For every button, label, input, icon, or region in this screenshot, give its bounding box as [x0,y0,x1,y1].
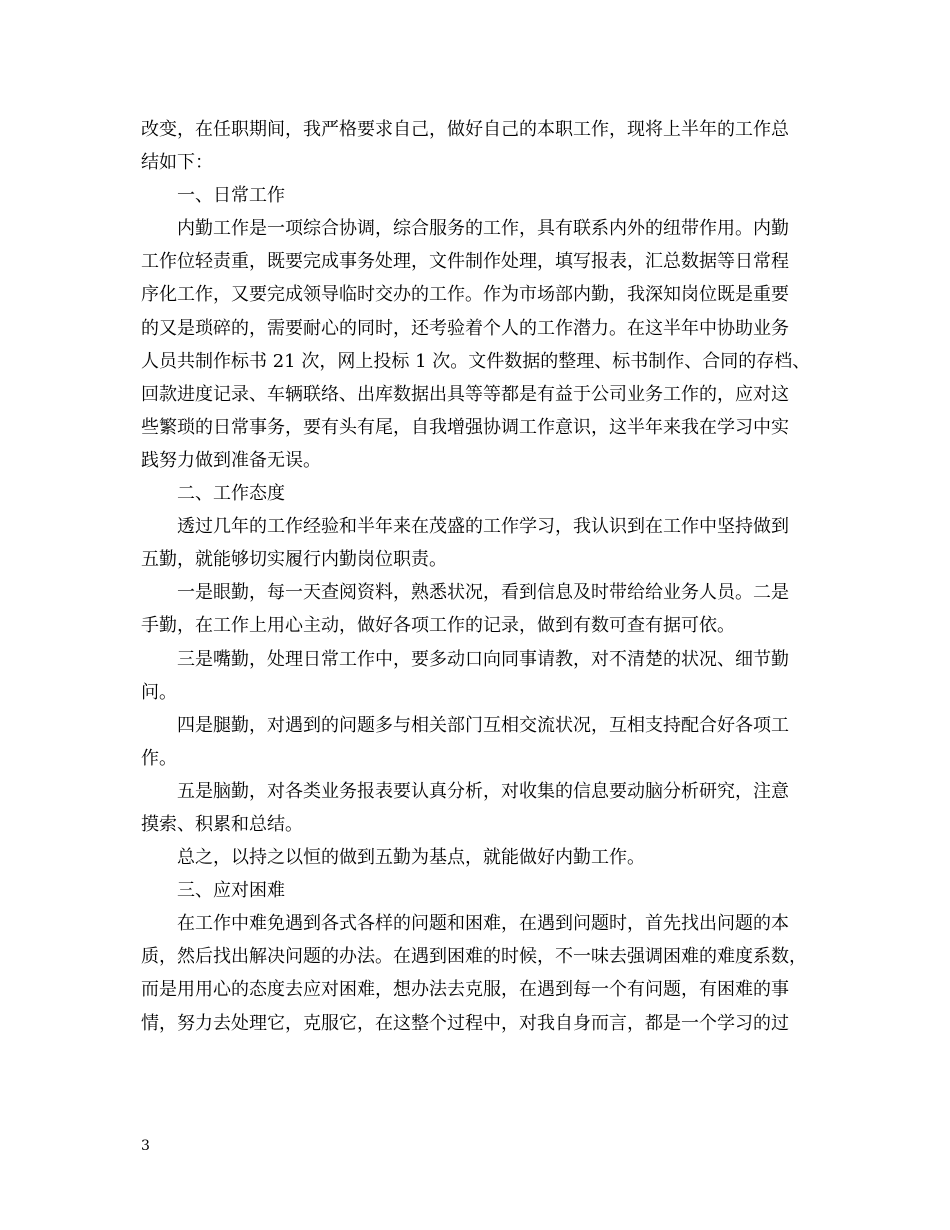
text-line: 五是脑勤，对各类业务报表要认真分析，对收集的信息要动脑分析研究，注意 [177,780,789,802]
text-line: 人员共制作标书 21 次，网上投标 1 次。文件数据的整理、标书制作、合同的存档、 [141,350,811,372]
text-line: 而是用用心的态度去应对困难，想办法去克服，在遇到每一个有问题，有困难的事 [141,979,789,1001]
text-line: 工作位轻责重，既要完成事务处理，文件制作处理，填写报表，汇总数据等日常程 [141,251,789,273]
text-line: 践努力做到准备无误。 [141,449,321,471]
text-line: 问。 [141,681,177,703]
text-line: 质，然后找出解决问题的办法。在遇到困难的时候，不一味去强调困难的难度系数， [141,946,807,968]
text-line: 的又是琐碎的，需要耐心的同时，还考验着个人的工作潜力。在这半年中协助业务 [141,317,789,339]
text-line: 三、应对困难 [177,880,285,902]
text-line: 手勤，在工作上用心主动，做好各项工作的记录，做到有数可查有据可依。 [141,615,735,637]
text-line: 透过几年的工作经验和半年来在茂盛的工作学习，我认识到在工作中坚持做到 [177,516,789,538]
text-line: 四是腿勤，对遇到的问题多与相关部门互相交流状况，互相支持配合好各项工 [177,714,789,736]
text-line: 一是眼勤，每一天查阅资料，熟悉状况，看到信息及时带给给业务人员。二是 [177,582,789,604]
text-line: 结如下： [141,152,213,174]
text-line: 在工作中难免遇到各式各样的问题和困难，在遇到问题时，首先找出问题的本 [177,913,789,935]
text-line: 摸索、积累和总结。 [141,813,303,835]
text-line: 总之，以持之以恒的做到五勤为基点，就能做好内勤工作。 [177,847,645,869]
text-line: 些繁琐的日常事务，要有头有尾，自我增强协调工作意识，这半年来我在学习中实 [141,416,789,438]
text-line: 回款进度记录、车辆联络、出库数据出具等等都是有益于公司业务工作的，应对这 [141,383,789,405]
text-line: 序化工作，又要完成领导临时交办的工作。作为市场部内勤，我深知岗位既是重要 [141,284,789,306]
text-line: 一、日常工作 [177,185,285,207]
body-text [141,113,811,1040]
text-line: 作。 [141,747,177,769]
text-line: 二、工作态度 [177,483,285,505]
text-line: 内勤工作是一项综合协调，综合服务的工作，具有联系内外的纽带作用。内勤 [177,218,789,240]
text-line: 情，努力去处理它，克服它，在这整个过程中，对我自身而言，都是一个学习的过 [141,1012,789,1034]
text-line: 五勤，就能够切实履行内勤岗位职责。 [141,549,447,571]
page-number: 3 [141,1138,150,1154]
text-line: 改变，在任职期间，我严格要求自己，做好自己的本职工作，现将上半年的工作总 [141,119,789,140]
text-line: 三是嘴勤，处理日常工作中，要多动口向同事请教，对不清楚的状况、细节勤 [177,648,789,670]
